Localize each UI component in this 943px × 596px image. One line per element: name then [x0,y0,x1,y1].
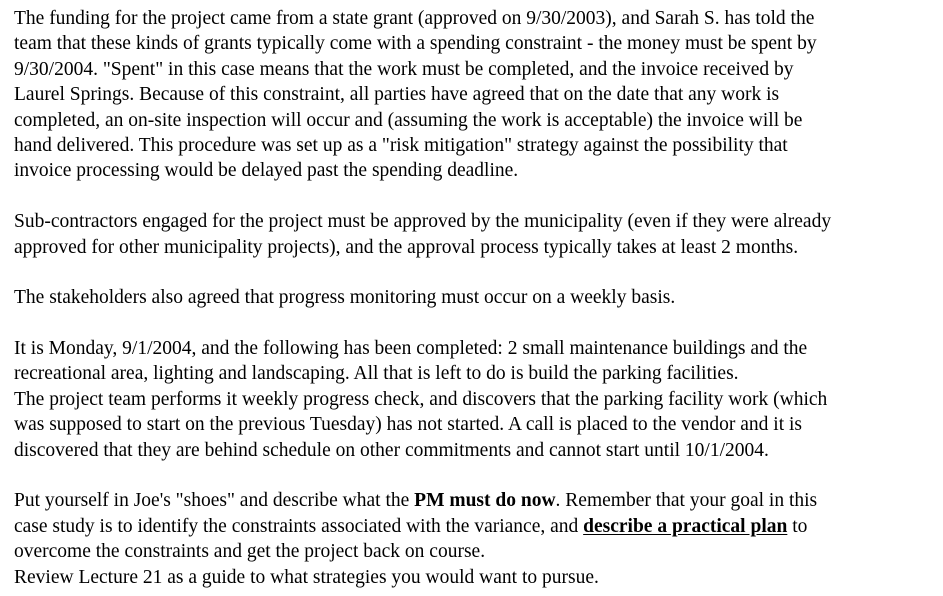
paragraph-spacer [14,311,939,336]
text-line: The stakeholders also agreed that progress monitoring must occur on a weekly basis. [14,287,676,309]
document-page [14,6,939,590]
text-run: case study is to identify the constraints associated with the variance, and [14,515,584,537]
text-line: completed, an on-site inspection will occur and (assuming the work is acceptable) the invoice will be [14,109,803,131]
text-run: Put yourself in Joe's "shoes" and describe what the [14,490,415,512]
paragraph-current-status [14,336,939,463]
paragraph-spacer [14,184,939,209]
paragraph-spacer [14,463,939,488]
text-line: discovered that they are behind schedule on other commitments and cannot start until 10/1/2004. [14,439,769,461]
paragraph-spacer [14,260,939,285]
text-line: The funding for the project came from a state grant (approved on 9/30/2003), and Sarah S. has told the [14,8,815,29]
text-line: The project team performs it weekly progress check, and discovers that the parking facility work (which [14,388,828,410]
text-line: overcome the constraints and get the project back on course. [14,541,486,563]
text-line: It is Monday, 9/1/2004, and the following has been completed: 2 small maintenance buildings and the [14,338,808,360]
text-line: approved for other municipality projects), and the approval process typically takes at least 2 months. [14,236,799,258]
emphasis-describe-practical-plan: describe a practical plan [583,515,788,537]
paragraph-progress-monitoring [14,285,939,310]
text-line: hand delivered. This procedure was set up as a "risk mitigation" strategy against the possibility that [14,134,788,156]
text-line: Sub-contractors engaged for the project must be approved by the municipality (even if they were already [14,211,832,233]
text-line: recreational area, lighting and landscaping. All that is left to do is build the parking facilities. [14,363,739,385]
text-line [14,488,939,513]
text-line: Laurel Springs. Because of this constraint, all parties have agreed that on the date that any work is [14,84,780,106]
text-line: invoice processing would be delayed past the spending deadline. [14,160,519,182]
emphasis-pm-must-do-now: PM must do now [414,490,556,512]
text-line: team that these kinds of grants typically come with a spending constraint - the money must be spent by [14,33,817,55]
text-line [14,514,939,539]
text-line: Review Lecture 21 as a guide to what strategies you would want to pursue. [14,566,599,588]
text-run: . Remember that your goal in this [555,490,818,512]
paragraph-subcontractors [14,209,939,260]
text-line: 9/30/2004. "Spent" in this case means that the work must be completed, and the invoice received by [14,58,794,80]
paragraph-assignment [14,488,939,590]
paragraph-funding-constraint [14,6,939,184]
text-line: was supposed to start on the previous Tuesday) has not started. A call is placed to the vendor and it is [14,414,803,436]
text-run: to [787,515,808,537]
